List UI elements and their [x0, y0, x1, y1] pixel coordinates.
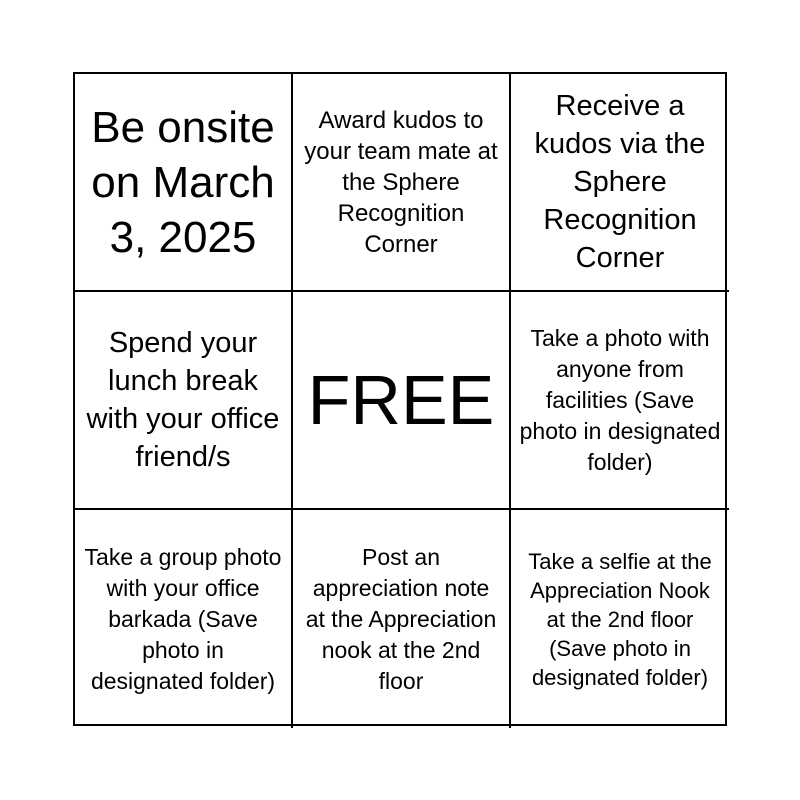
bingo-cell-text: Receive a kudos via the Sphere Recognition Corner — [534, 90, 706, 274]
bingo-cell-text: Be onsite on March 3, 2025 — [91, 102, 275, 262]
bingo-cell-text: FREE — [307, 361, 495, 439]
bingo-cell-group-photo[interactable] — [75, 510, 293, 728]
bingo-cell-text: Take a group photo with your office barkada (Save photo in designated folder) — [84, 543, 282, 694]
bingo-cell-receive-kudos[interactable] — [511, 74, 729, 292]
bingo-cell-text: Spend your lunch break with your office friend/s — [86, 327, 280, 473]
bingo-cell-free[interactable] — [293, 292, 511, 510]
bingo-cell-text: Post an appreciation note at the Appreciation nook at the 2nd floor — [305, 543, 497, 694]
bingo-cell-award-kudos[interactable] — [293, 74, 511, 292]
bingo-cell-text: Take a photo with anyone from facilities (Save photo in designated folder) — [519, 324, 721, 475]
bingo-cell-photo-facilities[interactable] — [511, 292, 729, 510]
bingo-cell-onsite-march-3[interactable] — [75, 74, 293, 292]
bingo-cell-text: Award kudos to your team mate at the Sphere Recognition Corner — [304, 106, 498, 258]
bingo-cell-lunch-break[interactable] — [75, 292, 293, 510]
bingo-cell-appreciation-note[interactable] — [293, 510, 511, 728]
bingo-cell-selfie-nook[interactable] — [511, 510, 729, 728]
bingo-cell-text: Take a selfie at the Appreciation Nook at the 2nd floor (Save photo in designated folder) — [528, 548, 712, 690]
bingo-board — [73, 72, 727, 726]
